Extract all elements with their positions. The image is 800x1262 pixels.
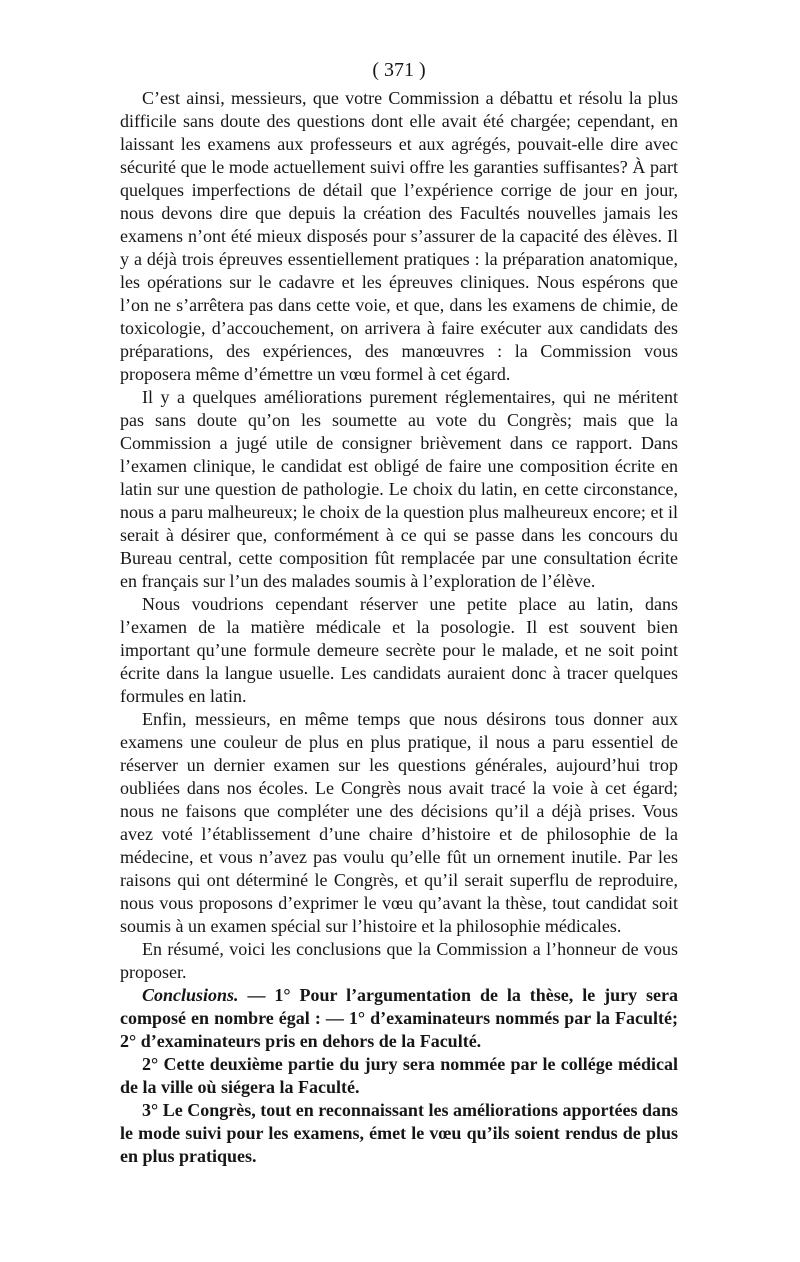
paragraph-summary: En résumé, voici les conclusions que la Commission a l’honneur de vous proposer. xyxy=(120,939,678,982)
book-page xyxy=(120,58,678,1168)
paragraph-regulatory-improvements: Il y a quelques améliorations purement réglementaires, qui ne méritent pas sans doute qu’on les soumette au vote du Congrès; mais que la Commission a jugé utile de consigner brièvement dans ce rapport. Dans l’examen clinique, le candidat est obligé de faire une composition écrite en latin sur une question de pathologie. Le choix du latin, en cette circonstance, nous a paru malheureux; le choix de la question plus malheureux encore; et il serait à désirer que, conformément à ce qui se passe dans les concours du Bureau central, cette composition fût remplacée par une consultation écrite en français sur l’un des malades soumis à l’exploration de l’élève. xyxy=(120,387,678,591)
conclusion-first xyxy=(120,984,678,1053)
conclusion-first-text: — 1° Pour l’argumentation de la thèse, le jury sera composé en nombre égal : — 1° d’examinateurs nommés par la Faculté; 2° d’examinateurs pris en dehors de la Faculté. xyxy=(120,985,678,1051)
paragraph-latin-reserve: Nous voudrions cependant réserver une petite place au latin, dans l’examen de la matière médicale et la posologie. Il est souvent bien important qu’une formule demeure secrète pour le malade, et ne soit point écrite dans la langue usuelle. Les candidats auraient donc à tracer quelques formules en latin. xyxy=(120,594,678,706)
page-number: ( 371 ) xyxy=(372,59,426,81)
paragraph-general-questions: Enfin, messieurs, en même temps que nous désirons tous donner aux examens une couleur de plus en plus pratique, il nous a paru essentiel de réserver un dernier examen sur les questions générales, aujourd’hui trop oubliées dans nos écoles. Le Congrès nous avait tracé la voie à cet égard; nous ne faisons que compléter une des décisions qu’il a déjà prises. Vous avez voté l’établissement d’une chaire d’histoire et de philosophie de la médecine, et vous n’avez pas voulu qu’elle fût un ornement inutile. Par les raisons qui ont déterminé le Congrès, et qu’il serait superflu de reproduire, nous vous proposons d’exprimer le vœu qu’avant la thèse, tout candidat soit soumis à un examen spécial sur l’histoire et la philosophie médicales. xyxy=(120,709,678,936)
paragraph-commission-debate: C’est ainsi, messieurs, que votre Commission a débattu et résolu la plus difficile sans doute des questions dont elle avait été chargée; cependant, en laissant les examens aux professeurs et aux agrégés, pouvait-elle dire avec sécurité que le mode actuellement suivi offre les garanties suffisantes? À part quelques imperfections de détail que l’expérience corrige de jour en jour, nous devons dire que depuis la création des Facultés nouvelles jamais les examens n’ont été mieux disposés pour s’assurer de la capacité des élèves. Il y a déjà trois épreuves essentiellement pratiques : la préparation anatomique, les opérations sur le cadavre et les épreuves cliniques. Nous espérons que l’on ne s’arrêtera pas dans cette voie, et que, dans les examens de chimie, de toxicologie, d’accouchement, on arrivera à faire exécuter aux candidats des préparations, des expériences, des manœuvres : la Commission vous proposera même d’émettre un vœu formel à cet égard. xyxy=(120,88,678,384)
conclusion-third: 3° Le Congrès, tout en reconnaissant les améliorations apportées dans le mode suivi pour les examens, émet le vœu qu’ils soient rendus de plus en plus pratiques. xyxy=(120,1100,678,1166)
conclusion-second: 2° Cette deuxième partie du jury sera nommée par le collége médical de la ville où siégera la Faculté. xyxy=(120,1054,678,1097)
conclusions-label: Conclusions. xyxy=(142,985,239,1005)
